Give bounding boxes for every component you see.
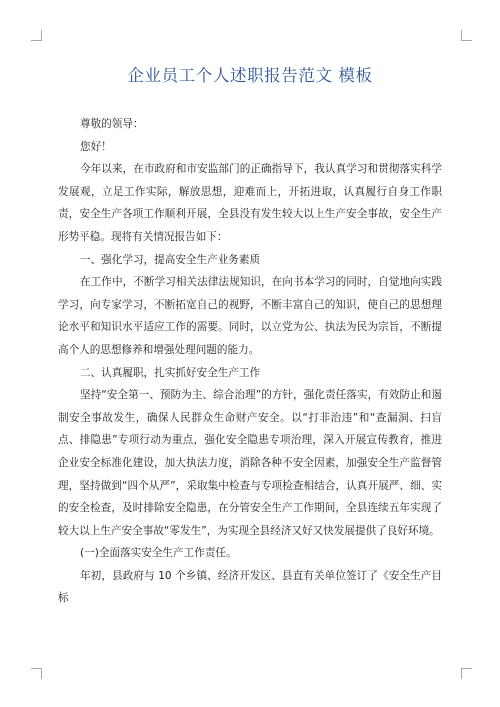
crop-mark-bottom-left bbox=[31, 668, 42, 679]
document-title: 企业员工个人述职报告范文 模板 bbox=[127, 66, 373, 85]
body-paragraph: 年初，县政府与 10 个乡镇、经济开发区、县直有关单位签订了《安全生产目标 bbox=[58, 569, 442, 605]
body-paragraph: 今年以来，在市政府和市安监部门的正确指导下，我认真学习和贯彻落实科学发展观，立足工作实际，解放思想，迎难而上，开拓进取，认真履行自身工作职责，安全生产各项工作顺利开展，全县没有发生较大以上生产安全事故，安全生产形势平稳。现将有关情况报告如下： bbox=[58, 163, 442, 243]
crop-mark-top-right bbox=[461, 30, 472, 41]
body-paragraph: 坚持“安全第一、预防为主、综合治理”的方针，强化责任落实，有效防止和遏制安全事故发生，确保人民群众生命财产安全。以“打非治违”和“查漏洞、扫盲点、排隐患”专项行动为重点，强化安全隐患专项治理，深入开展宣传教育，推进企业安全标准化建设，加大执法力度，消除各种不安全因素，加强安全生产监督管理，坚持做到“四个从严”，采取集中检查与专项检查相结合，认真开展严、细、实的安全检查，及时排除安全隐患，在分管安全生产工作期间，全县连续五年实现了较大以上生产安全事故“零发生”，为实现全县经济又好又快发展提供了良好环境。 bbox=[58, 389, 442, 537]
salutation: 尊敬的领导： bbox=[80, 118, 144, 130]
subsection-heading: (一)全面落实安全生产工作责任。 bbox=[80, 547, 237, 560]
crop-mark-bottom-right bbox=[461, 668, 472, 679]
document-body bbox=[58, 113, 442, 610]
section-heading: 二、认真履职，扎实抓好安全生产工作 bbox=[80, 366, 261, 379]
body-paragraph: 在工作中，不断学习相关法律法规知识，在向书本学习的同时，自觉地向实践学习，向专家学习，不断拓宽自己的视野，不断丰富自己的知识，使自己的思想理论水平和知识水平适应工作的需要。同时，以立党为公、执法为民为宗旨，不断提高个人的思想修养和增强处理问题的能力。 bbox=[58, 276, 442, 356]
section-heading: 一、强化学习，提高安全生产业务素质 bbox=[80, 253, 261, 266]
greeting: 您好！ bbox=[80, 140, 112, 153]
crop-mark-top-left bbox=[31, 30, 42, 41]
